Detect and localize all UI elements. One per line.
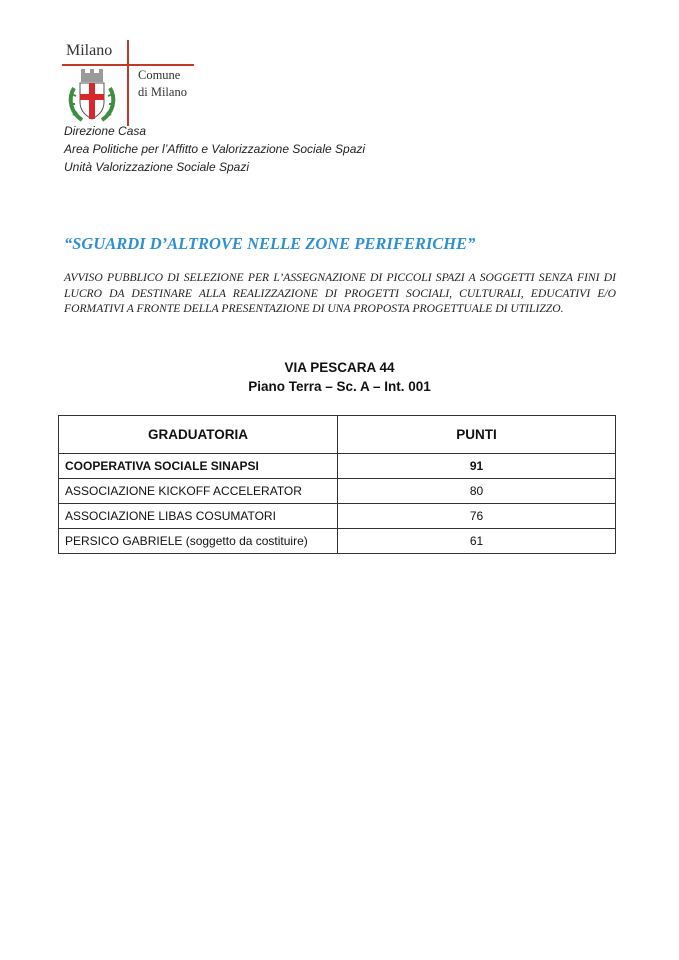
address-detail-line: Piano Terra – Sc. A – Int. 001 bbox=[248, 379, 431, 394]
row-name: PERSICO GABRIELE (soggetto da costituire) bbox=[59, 529, 338, 554]
table-row bbox=[59, 504, 616, 529]
row-points: 80 bbox=[338, 479, 616, 504]
comune-di-milano-logo bbox=[62, 40, 202, 126]
logo-divider-vertical bbox=[127, 40, 129, 126]
row-name: ASSOCIAZIONE KICKOFF ACCELERATOR bbox=[59, 479, 338, 504]
row-name: COOPERATIVA SOCIALE SINAPSI bbox=[59, 454, 338, 479]
document-title: “SGUARDI D’ALTROVE NELLE ZONE PERIFERICHE” bbox=[64, 234, 476, 253]
row-points: 91 bbox=[338, 454, 616, 479]
address-line: VIA PESCARA 44 bbox=[284, 360, 395, 375]
milano-crest-icon bbox=[66, 66, 118, 124]
logo-wordmark: Milano bbox=[66, 42, 113, 59]
department-line: Direzione Casa bbox=[64, 124, 147, 138]
table-row bbox=[59, 479, 616, 504]
table-row bbox=[59, 529, 616, 554]
table-row bbox=[59, 454, 616, 479]
notice-paragraph: AVVISO PUBBLICO DI SELEZIONE PER L’ASSEGNAZIONE DI PICCOLI SPAZI A SOGGETTI SENZA FINI DI LUCRO DA DESTINARE ALLA REALIZZAZIONE DI PROGETTI SOCIALI, CULTURALI, EDUCATIVI E/O FORMATIVI A FRONTE DELLA PRESENTAZIONE DI UNA PROPOSTA PROGETTUALE DI UTILIZZO. bbox=[64, 271, 616, 315]
row-points: 61 bbox=[338, 529, 616, 554]
logo-comune-text bbox=[138, 67, 187, 101]
logo-comune-line1: Comune bbox=[138, 68, 181, 82]
department-line: Unità Valorizzazione Sociale Spazi bbox=[64, 160, 249, 174]
header-graduatoria: GRADUATORIA bbox=[59, 416, 338, 454]
department-block bbox=[64, 122, 365, 176]
table-header-row bbox=[59, 416, 616, 454]
row-points: 76 bbox=[338, 504, 616, 529]
ranking-table bbox=[58, 415, 616, 554]
logo-comune-line2: di Milano bbox=[138, 85, 187, 99]
header-punti: PUNTI bbox=[338, 416, 616, 454]
department-line: Area Politiche per l’Affitto e Valorizzazione Sociale Spazi bbox=[64, 142, 366, 156]
row-name: ASSOCIAZIONE LIBAS COSUMATORI bbox=[59, 504, 338, 529]
